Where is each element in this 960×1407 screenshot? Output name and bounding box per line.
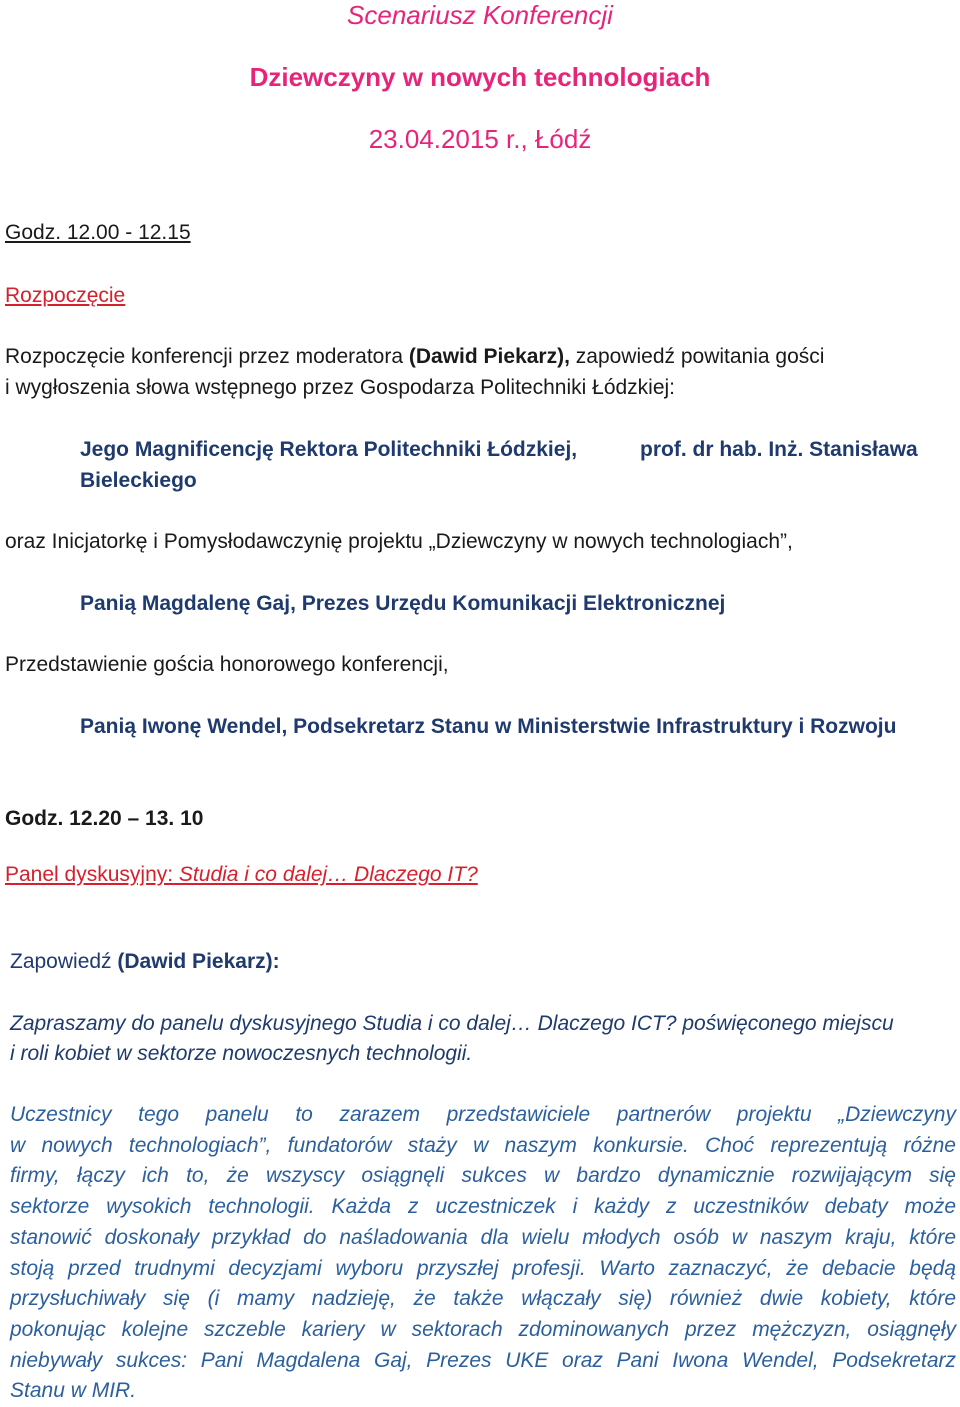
invite-line-2: i roli kobiet w sektorze nowoczesnych technologii. <box>10 1042 473 1065</box>
panel-label: Panel dyskusyjny: <box>5 863 174 886</box>
announce-line <box>10 950 280 974</box>
rector-line-2: Bieleckiego <box>80 469 197 492</box>
panel-heading <box>5 863 478 887</box>
para-line: stanowić doskonały przykład do naśladowania dla wielu młodych osób w naszym kraju, które <box>10 1225 956 1249</box>
intro-line-1 <box>5 345 824 369</box>
panel-topic: Studia i co dalej… Dlaczego IT? <box>173 863 478 886</box>
para-line: w nowych technologiach”, fundatorów staży w naszym konkursie. Choć reprezentują różne <box>10 1133 956 1157</box>
document-title: Scenariusz Konferencji <box>347 0 613 30</box>
para-line: stoją przed trudnymi decyzjami wyboru przyszłej profesji. Warto zaznaczyć, że debacie będą <box>10 1256 956 1280</box>
section1-heading: Rozpoczęcie <box>5 284 126 307</box>
para-line: niebywały sukces: Pani Magdalena Gaj, Prezes UKE oraz Pani Iwona Wendel, Podsekretarz <box>10 1348 956 1372</box>
rector-line-1b: prof. dr hab. Inż. Stanisława <box>640 438 918 461</box>
date-place: 23.04.2015 r., Łódź <box>368 124 592 154</box>
document-subtitle: Dziewczyny w nowych technologiach <box>249 62 711 92</box>
invite-line-1: Zapraszamy do panelu dyskusyjnego Studia i co dalej… Dlaczego ICT? poświęconego miejscu <box>10 1012 894 1035</box>
section1-time: Godz. 12.00 - 12.15 <box>5 221 191 244</box>
wendel-line: Panią Iwonę Wendel, Podsekretarz Stanu w Ministerstwie Infrastruktury i Rozwoju <box>80 715 897 738</box>
intro-text-a: Rozpoczęcie konferencji przez moderatora <box>5 345 409 368</box>
announce-name: (Dawid Piekarz): <box>117 950 280 973</box>
para-line: firmy, łączy ich to, że wszyscy osiągnęli sukces w bardzo dynamicznie rozwijającym się <box>10 1164 956 1188</box>
section2-time: Godz. 12.20 – 13. 10 <box>5 807 204 830</box>
announce-label: Zapowiedź <box>10 950 118 973</box>
para-line: przysłuchiwały się (i mamy nadzieję, że także włączały się) również dwie kobiety, które <box>10 1287 956 1311</box>
intro-line-2: i wygłoszenia słowa wstępnego przez Gospodarza Politechniki Łódzkiej: <box>5 376 676 399</box>
para-line: Uczestnicy tego panelu to zarazem przedstawiciele partnerów projektu „Dziewczyny <box>10 1103 956 1126</box>
gaj-line: Panią Magdalenę Gaj, Prezes Urzędu Komunikacji Elektronicznej <box>80 592 726 615</box>
moderator-name: (Dawid Piekarz), <box>408 345 570 368</box>
honor-guest-line: Przedstawienie gościa honorowego konferencji, <box>5 653 449 676</box>
para-line: pokonując kolejne szczeble kariery w sektorach zdominowanych przez mężczyzn, osiągnęły <box>10 1317 956 1341</box>
intro-text-c: zapowiedź powitania gości <box>569 345 825 368</box>
para-line: sektorze wysokich technologii. Każda z uczestniczek i każdy z uczestników debaty może <box>10 1195 956 1219</box>
initiator-line: oraz Inicjatorkę i Pomysłodawczynię projektu „Dziewczyny w nowych technologiach”, <box>5 530 793 553</box>
rector-line-1a: Jego Magnificencję Rektora Politechniki Łódzkiej, <box>80 438 578 461</box>
para-line: Stanu w MIR. <box>10 1379 137 1403</box>
panel-description <box>10 1100 956 1407</box>
